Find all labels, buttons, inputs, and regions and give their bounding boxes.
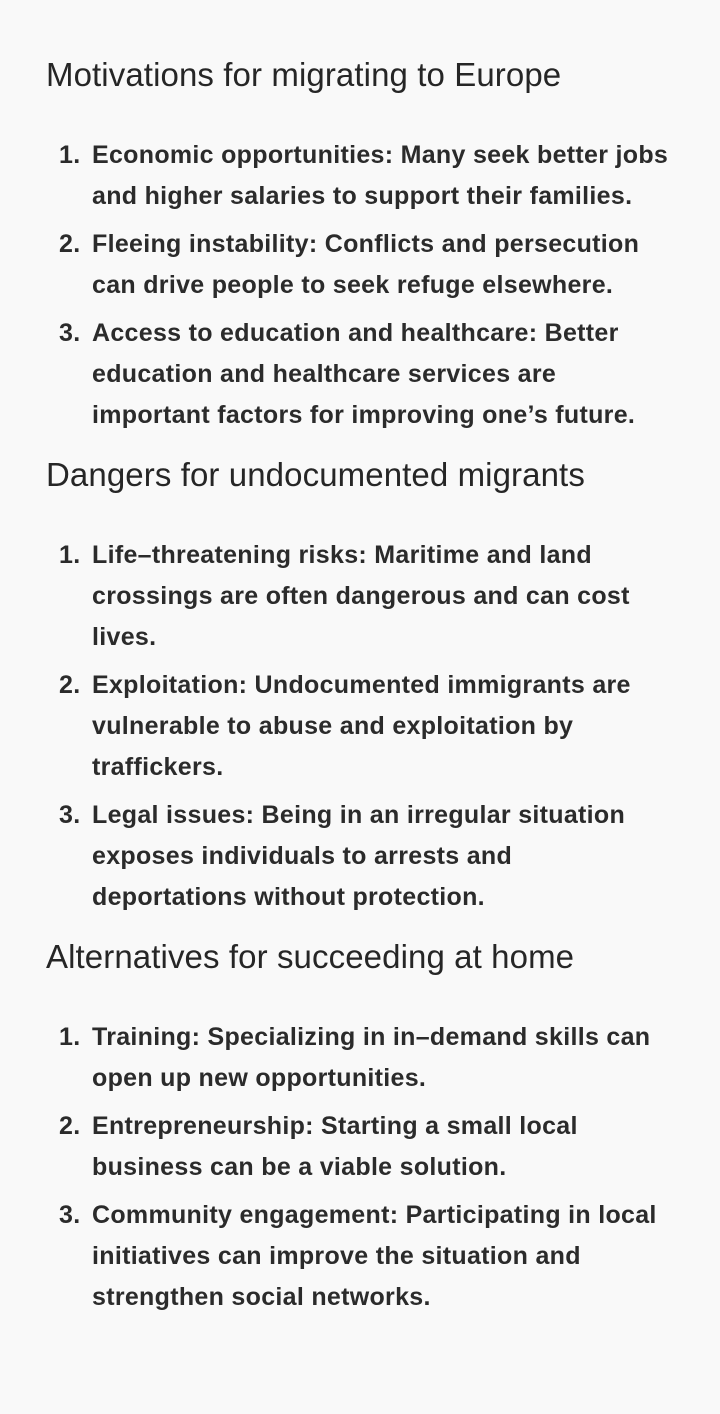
- list-item: [46, 224, 674, 306]
- list-item-text: Entrepreneurship: Starting a small local business can be a viable solution.: [92, 1112, 578, 1181]
- list-item: [46, 1106, 674, 1188]
- list-item: [46, 665, 674, 788]
- list-number: 3.: [59, 319, 81, 347]
- list-item-text: Exploitation: Undocumented immigrants are vulnerable to abuse and exploitation by traffickers.: [92, 671, 631, 781]
- list-number: 2.: [59, 671, 81, 699]
- list-item: [46, 135, 674, 217]
- numbered-list: [46, 95, 674, 436]
- list-item: [46, 313, 674, 436]
- list-number: 1.: [59, 541, 81, 569]
- section-heading: Alternatives for succeeding at home: [46, 938, 575, 975]
- numbered-list: [46, 495, 674, 918]
- section-alternatives: [46, 918, 674, 1318]
- list-item-text: Legal issues: Being in an irregular situation exposes individuals to arrests and deportations without protection.: [92, 801, 626, 911]
- section-dangers: [46, 436, 674, 918]
- list-item-text: Economic opportunities: Many seek better jobs and higher salaries to support their families.: [92, 141, 669, 210]
- list-item-text: Access to education and healthcare: Better education and healthcare services are important factors for improving one’s future.: [92, 319, 636, 429]
- list-number: 2.: [59, 1112, 81, 1140]
- list-number: 1.: [59, 141, 81, 169]
- section-heading: Motivations for migrating to Europe: [46, 56, 562, 93]
- list-number: 2.: [59, 230, 81, 258]
- list-number: 1.: [59, 1023, 81, 1051]
- list-item: [46, 795, 674, 918]
- list-item: [46, 535, 674, 658]
- list-item-text: Community engagement: Participating in local initiatives can improve the situation and strengthen social networks.: [92, 1201, 657, 1311]
- numbered-list: [46, 977, 674, 1318]
- section-heading: Dangers for undocumented migrants: [46, 456, 585, 493]
- list-number: 3.: [59, 1201, 81, 1229]
- list-item-text: Training: Specializing in in–demand skills can open up new opportunities.: [92, 1023, 651, 1092]
- list-item-text: Life–threatening risks: Maritime and land crossings are often dangerous and can cost lives.: [92, 541, 630, 651]
- section-motivations: [46, 0, 674, 436]
- list-item: [46, 1017, 674, 1099]
- list-number: 3.: [59, 801, 81, 829]
- list-item-text: Fleeing instability: Conflicts and persecution can drive people to seek refuge elsewhere.: [92, 230, 640, 299]
- list-item: [46, 1195, 674, 1318]
